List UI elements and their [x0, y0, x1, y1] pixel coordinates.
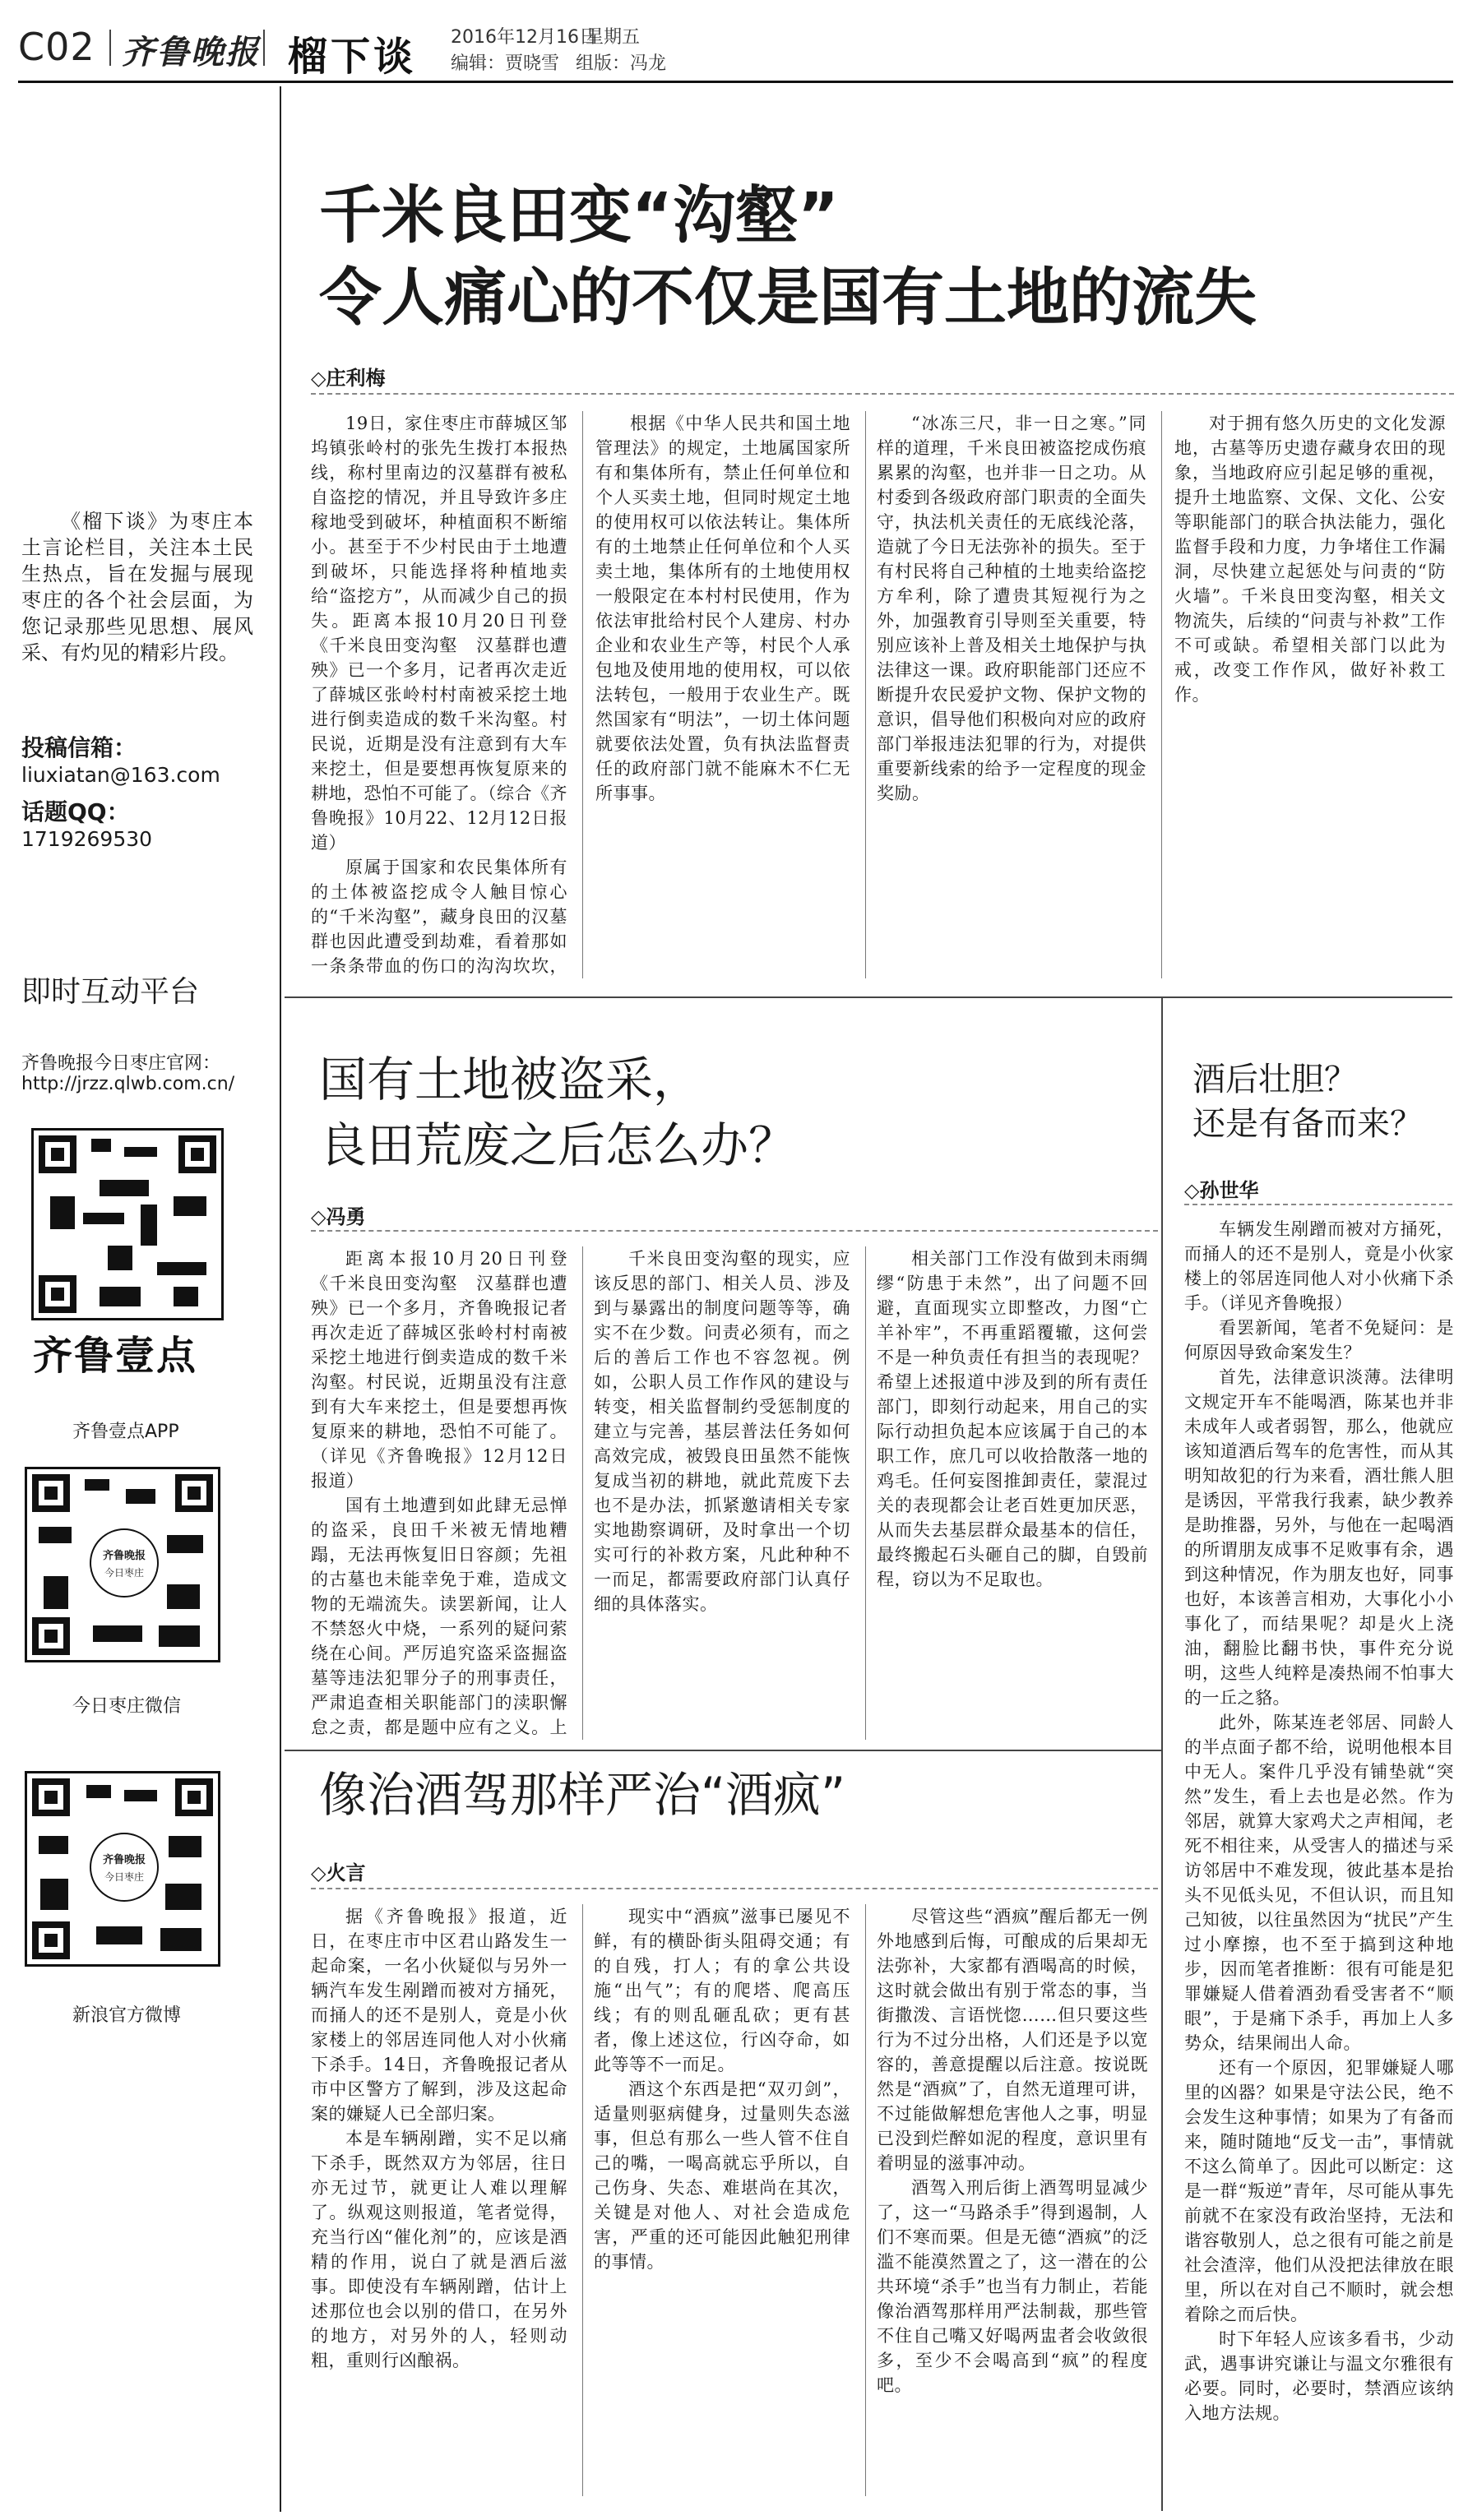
column-rule — [582, 1904, 583, 2496]
qr-center-logo — [90, 1528, 159, 1598]
sidebar-divider — [280, 86, 281, 2512]
article3-paragraph: 酒这个东西是把“双刃剑”，适量则驱病健身，过量则失态滋事，但总有那么一些人管不住自己的嘴，一喝高就忘乎所以，自己伤身、失态、难堪尚在其次，关键是对他人、对社会造成危害，严重的还可能因此触犯刑律的事情。 — [594, 2079, 850, 2272]
article2-paragraph: 距离本报10月20日刊登《千米良田变沟壑 汉墓群也遭殃》已一个多月，齐鲁晚报记者再次走近了薛城区张岭村村南被采挖土地进行倒卖造成的数千米沟壑。村民说，近期虽没有注意到有大车来挖土，但是要想再恢复原来的耕地，恐怕不可能了。（详见《齐鲁晚报》12月12日报道） — [311, 1249, 567, 1491]
article1-paragraph: 根据《中华人民共和国土地管理法》的规定，土地属国家所有和集体所有，禁止任何单位和个人买卖土地，但同时规定土地的使用权可以依法转让。集体所有的土地禁止任何单位和个人买卖土地，集体所有的土地使用权一般限定在本村村民使用，作为依法审批给村民个人建房、村办企业和农业生产等，村民个人承包地及使用地的使用权，可以依法转包，一般用于农业生产。既然国家有“明法”，一切土体问题就要依法处置，负有执法监督责任的政府部门就不能麻木不仁无所事事。 — [595, 414, 850, 803]
article3-paragraph: 酒驾入刑后街上酒驾明显减少了，这一“马路杀手”得到遏制，人们不寒而栗。但是无德“酒疯”的泛滥不能漠然置之了，这一潜在的公共环境“杀手”也当有力制止，若能像治酒驾那样用严法制裁，那些管不住自己嘴又好喝两盅者会收敛很多，至少不会喝高到“疯”的程度吧。 — [877, 2178, 1148, 2395]
article3-paragraph: 本是车辆剐蹭，实不足以痛下杀手，既然双方为邻居，往日亦无过节，就更让人难以理解了。纵观这则报道，笔者觉得，充当行凶“催化剂”的，应该是酒精的作用，说白了就是酒后滋事。即使没有车辆剐蹭，估计上述那位也会以别的借口，在另外的地方，对另外的人，轻则动粗，重则行凶酿祸。 — [311, 2129, 567, 2370]
article1-paragraph: “冰冻三尺，非一日之寒。”同样的道理，千米良田被盗挖成伤痕累累的沟壑，也并非一日之功。从村委到各级政府部门职责的全面失守，执法机关责任的无底线沦落，造就了今日无法弥补的损失。至于有村民将自己种植的土地卖给盗挖方牟利，除了遭贵其短视行为之外，加强教育引导则至关重要，特别应该补上普及相关土地保护与执法律这一课。政府职能部门还应不断提升农民爱护文物、保护文物的意识，倡导他们积极向对应的政府部门举报违法犯罪的行为，对提供重要新线索的给予一定程度的现金奖励。 — [877, 414, 1146, 803]
article1-title-line2: 令人痛心的不仅是国有土地的流失 — [319, 261, 1257, 334]
header-divider — [263, 30, 265, 66]
qr-center-logo-top: 齐鲁晚报 — [102, 1854, 146, 1866]
article4-paragraph: 此外，陈某连老邻居、同龄人的半点面子都不给，说明他根本目中无人。案件几乎没有铺垫就“突然”发生，看上去也是必然。作为邻居，就算大家鸡犬之声相闻，老死不相往来，从受害人的描述与采访邻居中不难发现，彼此基本是抬头不见低头见，不但认识，而且知己知彼，以往虽然因为“扰民”产生过小摩擦，也不至于搞到这种地步，因而笔者推断：很有可能是犯罪嫌疑人借着酒劲看受害者不“顺眼”，于是痛下杀手，再加上人多势众，结果闹出人命。 — [1184, 1713, 1454, 2053]
article4-paragraph: 时下年轻人应该多看书，少动武，遇事讲究谦让与温文尔雅很有必要。同时，必要时，禁酒应该纳入地方法规。 — [1184, 2329, 1454, 2423]
article1-byline-rule — [311, 393, 1454, 395]
qr-center-logo-bottom: 今日枣庄 — [104, 1871, 144, 1883]
article3-body-col1 — [311, 1904, 567, 2496]
column-rule — [865, 1904, 866, 2496]
weibo-qr-caption: 新浪官方微博 — [72, 2005, 182, 2026]
wechat-qr-caption: 今日枣庄微信 — [72, 1696, 182, 1717]
article1-body-col2 — [595, 411, 850, 978]
column-rule — [582, 1246, 583, 1740]
layout-credit: 组版：冯龙 — [576, 53, 667, 74]
article1-body-col4 — [1174, 411, 1446, 978]
article2-title-line1: 国有土地被盗采， — [319, 1052, 702, 1107]
header-divider — [109, 30, 111, 66]
header-rule — [18, 81, 1453, 83]
article4-paragraph: 车辆发生剐蹭而被对方捅死，而捅人的还不是别人，竟是小伙家楼上的邻居连同他人对小伙痛下杀手。（详见齐鲁晚报） — [1184, 1219, 1454, 1313]
article3-body-col3 — [877, 1904, 1148, 2496]
article4-title-line1: 酒后壮胆？ — [1192, 1061, 1357, 1098]
app-qr-code[interactable] — [31, 1128, 224, 1320]
submission-email[interactable]: liuxiatan@163.com — [21, 763, 220, 787]
article2-paragraph: 千米良田变沟壑的现实，应该反思的部门、相关人员、涉及到与暴露出的制度问题等等，确实不在少数。问责必须有，而之后的善后工作也不容忽视。例如，公职人员工作作风的建设与转变，相关监督制约受惩制度的建立与完善，基层普法任务如何高效完成，被毁良田虽然不能恢复成当初的耕地，就此荒废下去也不是办法，抓紧邀请相关专家实地勘察调研，及时拿出一个切实可行的补救方案，凡此种种不一而足，都需要政府部门认真仔细的具体落实。 — [594, 1249, 850, 1614]
app-logo: 齐鲁壹点 — [33, 1333, 198, 1379]
article4-byline-rule — [1184, 1204, 1452, 1205]
article4-paragraph: 首先，法律意识淡薄。法律明文规定开车不能喝酒，陈某也并非未成年人或者弱智，那么，他就应该知道酒后驾车的危害性，而从其明知故犯的行为来看，酒壮熊人胆是诱因，平常我行我素，缺少教养是助推器，另外，与他在一起喝酒的所谓朋友成事不足败事有余，遇到这种情况，作为朋友也好，同事也好，本该善言相劝，大事化小小事化了，而结果呢？却是火上浇油，翻脸比翻书快，事件充分说明，这些人纯粹是凑热闹不怕事大的一丘之貉。 — [1184, 1367, 1454, 1708]
qq-number: 1719269530 — [21, 827, 153, 851]
platform-title: 即时互动平台 — [21, 975, 200, 1009]
qq-label: 话题QQ： — [21, 798, 130, 825]
article3-paragraph: 现实中“酒疯”滋事已屡见不鲜，有的横卧街头阻碍交通；有的自残，打人；有的拿公共设施“出气”；有的爬塔、爬高压线；有的则乱砸乱砍；更有甚者，像上述这位，行凶夺命，如此等等不一而足。 — [594, 1907, 850, 2074]
article2-byline: ◇冯勇 — [311, 1205, 366, 1228]
article1-paragraph: 对于拥有悠久历史的文化发源地，古墓等历史遗存藏身农田的现象，当地政府应引起足够的重视，提升土地监察、文保、文化、公安等职能部门的联合执法能力，强化监督手段和力度，力争堵住工作漏洞，尽快建立起惩处与问责的“防火墙”。千米良田变沟壑，相关文物流失，后续的“问责与补救”工作不可或缺。希望相关部门以此为戒，改变工作作风，做好补救工作。 — [1174, 414, 1446, 705]
article2-body-col2 — [594, 1246, 850, 1740]
article2-byline-rule — [311, 1230, 1158, 1232]
column-rule — [865, 411, 866, 978]
article4-paragraph: 还有一个原因，犯罪嫌疑人哪里的凶器？如果是守法公民，绝不会发生这种事情；如果为了有备而来，随时随地“反戈一击”，事情就不这么简单了。因此可以断定：这是一群“叛逆”青年，尽可能从事先前就不在家没有政治坚持，无法和谐容敬别人，总之很有可能之前是社会渣滓，他们从没把法律放在眼里，所以在对自己不顺时，就会想着除之而后快。 — [1184, 2058, 1454, 2324]
article1-title-line1: 千米良田变“沟壑” — [319, 178, 839, 252]
article2-title-line2: 良田荒废之后怎么办？ — [319, 1117, 797, 1173]
article2-paragraph: 国有土地遭到如此肆无忌惮的盗采，良田千米被无情地糟蹋，无法再恢复旧日容颜；先祖的古墓也未能幸免于难，造成文物的无端流失。读罢新闻，让人不禁怒火中烧，一系列的疑问萦绕在心间。严厉追究盗采盗掘盗墓等违法犯罪分子的刑事责任，严肃追查相关职能部门的渎职懈怠之责，都是题中应有之义。上 — [311, 1496, 567, 1737]
column-rule — [1161, 411, 1162, 978]
qr-center-logo-top: 齐鲁晚报 — [102, 1550, 146, 1562]
article1-bottom-rule — [285, 996, 1452, 998]
article1-body-col3 — [877, 411, 1146, 978]
article1-byline: ◇庄利梅 — [311, 367, 386, 390]
article4-title-line2: 还是有备而来？ — [1192, 1105, 1423, 1143]
article2-body-col3 — [877, 1246, 1148, 1740]
column-rule — [865, 1246, 866, 1740]
issue-weekday: 星期五 — [586, 27, 641, 48]
article1-body-col1 — [311, 411, 567, 978]
weibo-qr-code[interactable] — [25, 1771, 220, 1967]
article3-byline: ◇火言 — [311, 1861, 366, 1884]
article4-byline: ◇孙世华 — [1184, 1179, 1259, 1202]
article4-paragraph: 看罢新闻，笔者不免疑问：是何原因导致命案发生？ — [1184, 1318, 1454, 1362]
article3-body-col2 — [594, 1904, 850, 2496]
article4-body — [1184, 1217, 1454, 2504]
column-rule — [582, 411, 583, 978]
sidebar-intro: 《榴下谈》为枣庄本土言论栏目，关注本土民生热点，旨在发掘与展现枣庄的各个社会层面，为您记录那些见思想、展风采、有灼见的精彩片段。 — [21, 510, 253, 664]
editor-credit: 编辑：贾晓雪 — [451, 53, 560, 74]
paper-name-logo: 齐鲁晚报 — [122, 33, 260, 72]
article3-title: 像治酒驾那样严治“酒疯” — [319, 1767, 846, 1823]
qr-center-logo-bottom: 今日枣庄 — [104, 1567, 144, 1579]
right-column-divider — [1161, 998, 1163, 2511]
qr-center-logo — [90, 1833, 159, 1902]
submission-label: 投稿信箱： — [21, 734, 137, 761]
issue-date: 2016年12月16日 — [451, 27, 597, 48]
wechat-qr-code[interactable] — [25, 1467, 220, 1662]
article2-body-col1 — [311, 1246, 567, 1740]
site-url[interactable]: http://jrzz.qlwb.com.cn/ — [21, 1074, 235, 1094]
article1-paragraph: 19日，家住枣庄市薛城区邹坞镇张岭村的张先生拨打本报热线，称村里南边的汉墓群有被私自盗挖的情况，并且导致许多庄稼地受到破坏，种植面积不断缩小。甚至于不少村民由于土地遭到破坏，只能选择将种植地卖给“盗挖方”，从而减少自己的损失。距离本报10月20日刊登《千米良田变沟壑 汉墓群也遭殃》已一个多月，记者再次走近了薛城区张岭村村南被采挖土地进行倒卖造成的数千米沟壑。村民说，近期是没有注意到有大车来挖土，但是要想再恢复原来的耕地，恐怕不可能了。（综合《齐鲁晚报》10月22、12月12日报道） — [311, 414, 567, 853]
article3-paragraph: 据《齐鲁晚报》报道，近日，在枣庄市中区君山路发生一起命案，一名小伙疑似与另外一辆汽车发生剐蹭而被对方捅死，而捅人的还不是别人，竟是小伙家楼上的邻居连同他人对小伙痛下杀手。14日，齐鲁晚报记者从市中区警方了解到，涉及这起命案的嫌疑人已全部归案。 — [311, 1907, 567, 2124]
page-code: C02 — [18, 25, 95, 69]
article2-paragraph: 相关部门工作没有做到未雨绸缪“防患于未然”，出了问题不回避，直面现实立即整改，力图“亡羊补牢”，不再重蹈覆辙，这何尝不是一种负责任有担当的表现呢？希望上述报道中涉及到的所有责任部门，即刻行动起来，用自己的实际行动担负起本应该属于自己的本职工作，庶几可以收拾散落一地的鸡毛。任何妄图推卸责任，蒙混过关的表现都会让老百姓更加厌恶，从而失去基层群众最基本的信任，最终搬起石头砸自己的脚，自毁前程，窃以为不足取也。 — [877, 1249, 1148, 1589]
section-title: 榴下谈 — [288, 34, 417, 80]
article3-byline-rule — [311, 1888, 1158, 1889]
app-qr-caption: 齐鲁壹点APP — [72, 1422, 179, 1442]
site-label: 齐鲁晚报今日枣庄官网： — [21, 1053, 221, 1074]
article2-bottom-rule — [285, 1750, 1161, 1751]
article3-paragraph: 尽管这些“酒疯”醒后都无一例外地感到后悔，可酿成的后果却无法弥补，大家都有酒喝高的时候，这时就会做出有别于常态的事，当街撒泼、言语恍惚……但只要这些行为不过分出格，人们还是予以宽容的，善意提醒以后注意。按说既然是“酒疯”了，自然无道理可讲，不过能做解想危害他人之事，明显已没到烂醉如泥的程度，意识里有着明显的滋事冲动。 — [877, 1907, 1148, 2173]
article1-paragraph: 原属于国家和农民集体所有的土体被盗挖成令人触目惊心的“千米沟壑”，藏身良田的汉墓群也因此遭受到劫难，看着那如一条条带血的伤口的沟沟坎坎， — [311, 858, 567, 976]
